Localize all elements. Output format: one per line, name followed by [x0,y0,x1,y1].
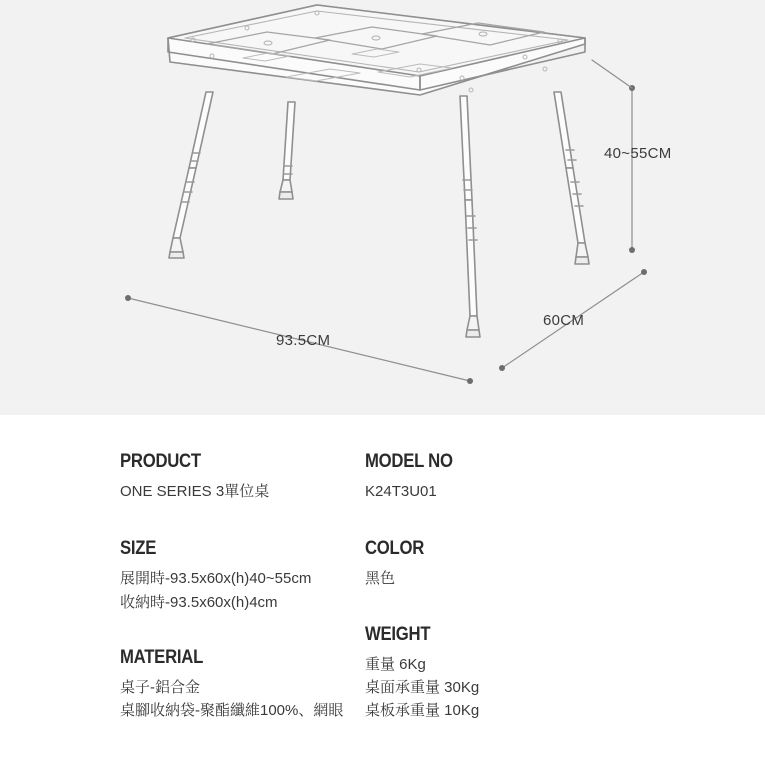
spec-weight-title: WEIGHT [365,623,431,645]
spec-model-no-title: MODEL NO [365,451,453,472]
spec-size-line-2: 收納時-93.5x60x(h)4cm [120,593,278,611]
spec-material-line-1: 桌子-鋁合金 [120,678,200,696]
spec-weight [365,625,765,723]
spec-material-line-2: 桌腳收納袋-聚酯纖維100%、網眼 [120,702,344,719]
spec-column-right [365,415,765,722]
spec-weight-line-1: 重量 6Kg [365,655,426,673]
spec-color-title: COLOR [365,538,425,560]
spec-size [120,539,365,614]
spec-size-value [120,567,365,614]
spec-product-value [120,480,365,503]
spec-weight-line-3: 桌板承重量 10Kg [365,702,480,719]
specification-section [0,415,765,765]
spec-column-left [0,415,365,722]
spec-weight-value [365,653,765,723]
spec-color-line-1: 黑色 [365,570,396,588]
spec-model-no-line-1: K24T3U01 [365,483,437,500]
spec-size-line-1: 展開時-93.5x60x(h)40~55cm [120,570,312,588]
spec-model-no [365,452,765,503]
dimension-label-height: 40~55CM [604,145,672,162]
spec-color-value [365,567,765,590]
spec-model-no-value [365,480,765,503]
spec-material-value [120,676,365,723]
spec-product [120,452,365,503]
spec-material [120,648,365,723]
dimension-label-depth: 60CM [543,312,585,329]
spec-product-line-1: ONE SERIES 3單位桌 [120,483,270,500]
spec-size-title: SIZE [120,538,157,560]
spec-weight-line-2: 桌面承重量 30Kg [365,678,480,696]
spec-material-title: MATERIAL [120,646,204,668]
spec-product-title: PRODUCT [120,451,201,472]
spec-color [365,539,765,590]
dimension-label-width: 93.5CM [276,332,331,349]
spec-columns [0,415,765,722]
